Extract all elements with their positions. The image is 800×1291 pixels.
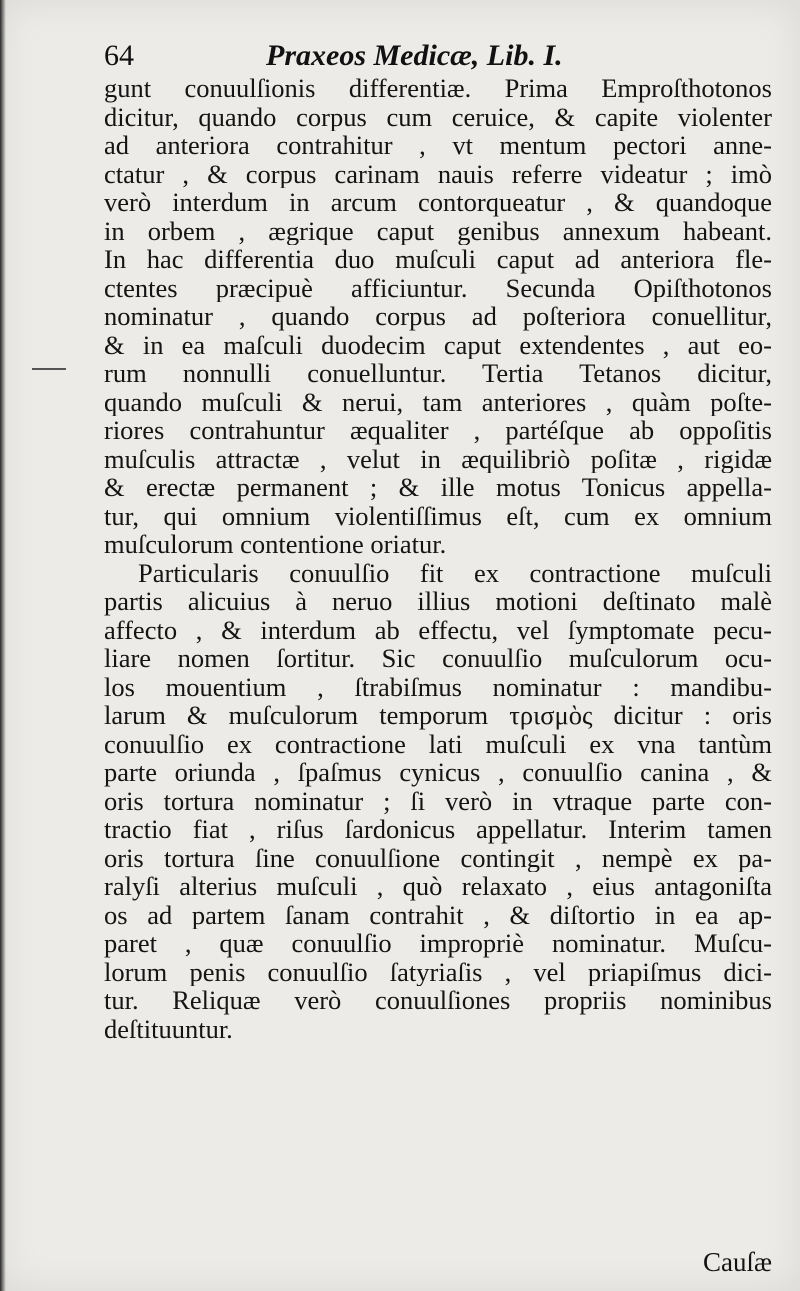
text-line: muſculorum contentione oriatur. bbox=[104, 530, 447, 559]
text-line: los mouentium , ſtrabiſmus nominatur : mandibu- bbox=[104, 672, 772, 701]
text-line: riores contrahuntur æqualiter , partéſque ab oppoſitis bbox=[104, 416, 772, 445]
text-line: gunt conuulſionis differentiæ. Prima Emproſthotonos bbox=[104, 74, 772, 103]
text-line: oris tortura ſine conuulſione contingit , nempè ex pa- bbox=[104, 843, 772, 872]
text-line: rum nonnulli conuelluntur. Tertia Tetanos dicitur, bbox=[104, 359, 772, 388]
page-number: 64 bbox=[104, 39, 134, 72]
paragraph bbox=[104, 74, 772, 559]
catchword: Cauſæ bbox=[702, 1247, 772, 1277]
text-line: muſculis attractæ , velut in æquilibriò poſitæ , rigidæ bbox=[104, 444, 772, 473]
text-line: liare nomen ſortitur. Sic conuulſio muſculorum ocu- bbox=[104, 644, 772, 673]
text-line: partis alicuius à neruo illius motioni deſtinato malè bbox=[104, 587, 772, 616]
text-line: parte oriunda , ſpaſmus cynicus , conuulſio canina , & bbox=[104, 758, 772, 787]
text-line: tur. Reliquæ verò conuulſiones propriis nominibus bbox=[104, 986, 772, 1015]
text-line: & erectæ permanent ; & ille motus Tonicus appella- bbox=[104, 473, 772, 502]
paragraph bbox=[104, 559, 772, 1044]
text-line: larum & muſculorum temporum τρισμὸς dicitur : oris bbox=[104, 701, 772, 730]
text-line: dicitur, quando corpus cum ceruice, & capite violenter bbox=[104, 102, 772, 131]
text-line: conuulſio ex contractione lati muſculi ex vna tantùm bbox=[104, 729, 772, 758]
text-line: quando muſculi & nerui, tam anteriores , quàm poſte- bbox=[104, 387, 772, 416]
text-line: deſtituuntur. bbox=[104, 1014, 233, 1043]
text-line: tur, qui omnium violentiſſimus eſt, cum ex omnium bbox=[104, 501, 772, 530]
text-line: In hac differentia duo muſculi caput ad anteriora fle- bbox=[104, 245, 772, 274]
body-text bbox=[104, 74, 772, 1043]
text-line: os ad partem ſanam contrahit , & diſtortio in ea ap- bbox=[104, 900, 772, 929]
paragraphs bbox=[104, 74, 772, 1043]
text-line: ad anteriora contrahitur , vt mentum pectori anne- bbox=[104, 131, 772, 160]
text-line: ralyſi alterius muſculi , quò relaxato , eius antagoniſta bbox=[104, 872, 772, 901]
text-line: ctatur , & corpus carinam nauis referre videatur ; imò bbox=[104, 159, 772, 188]
text-line: oris tortura nominatur ; ſi verò in vtraque parte con- bbox=[104, 786, 772, 815]
text-line: in orbem , ægrique caput genibus annexum habeant. bbox=[104, 216, 772, 245]
text-line: paret , quæ conuulſio impropriè nominatur. Muſcu- bbox=[104, 929, 772, 958]
running-head: Praxeos Medicæ, Lib. I. bbox=[266, 39, 563, 72]
margin-mark bbox=[32, 368, 66, 370]
text-line: lorum penis conuulſio ſatyriaſis , vel priapiſmus dici- bbox=[104, 957, 772, 986]
text-line: verò interdum in arcum contorqueatur , & quandoque bbox=[104, 188, 772, 217]
text-line: nominatur , quando corpus ad poſteriora conuellitur, bbox=[104, 302, 772, 331]
text-line: tractio fiat , riſus ſardonicus appellatur. Interim tamen bbox=[104, 815, 772, 844]
text-line: & in ea maſculi duodecim caput extendentes , aut eo- bbox=[104, 330, 772, 359]
text-line: affecto , & interdum ab effectu, vel ſymptomate pecu- bbox=[104, 615, 772, 644]
text-line: Particularis conuulſio fit ex contractione muſculi bbox=[138, 558, 772, 587]
text-line: ctentes præcipuè afficiuntur. Secunda Opiſthotonos bbox=[104, 273, 772, 302]
